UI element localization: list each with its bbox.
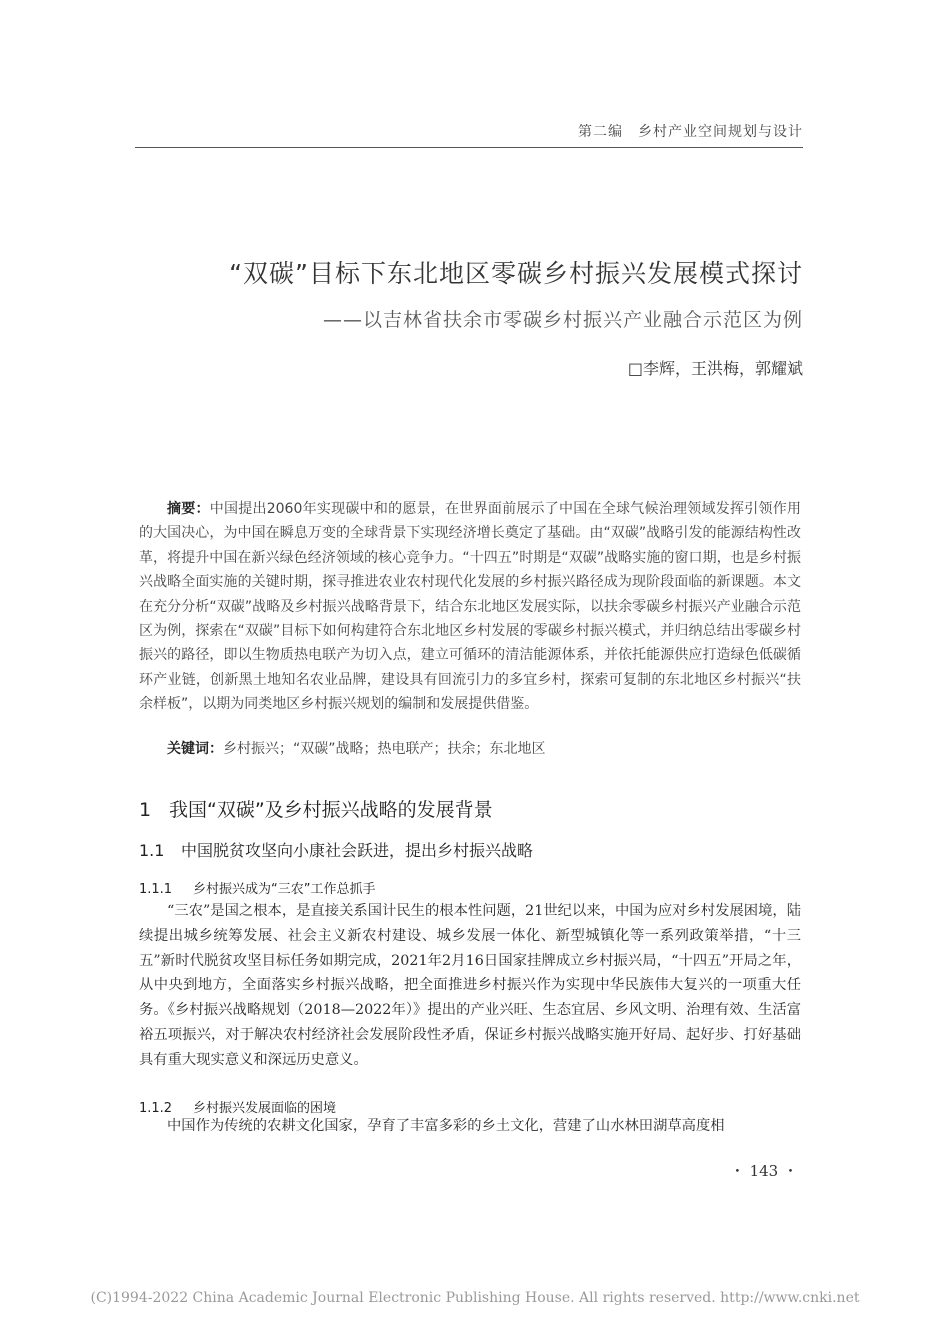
section-number: 1 — [139, 799, 152, 821]
authors: □李辉，王洪梅，郭耀斌 — [627, 359, 803, 378]
body-paragraph: “三农”是国之根本，是直接关系国计民生的根本性问题，21世纪以来，中国为应对乡村发展困境，陆续提出城乡统筹发展、社会主义新农村建设、城乡发展一体化、新型城镇化等一系列政策举措，“十三五”新时代脱贫攻坚目标任务如期完成，2021年2月16日国家挂牌成立乡村振兴局，“十四五”开局之年，从中央到地方，全面落实乡村振兴战略，把全面推进乡村振兴作为实现中华民族伟大复兴的一项重大任务。《乡村振兴战略规划（2018—2022年）》提出的产业兴旺、生态宜居、乡风文明、治理有效、生活富裕五项振兴，对于解决农村经济社会发展阶段性矛盾，保证乡村振兴战略实施开好局、起好步、打好基础具有重大现实意义和深远历史意义。 — [139, 903, 801, 1068]
article-title: “双碳”目标下东北地区零碳乡村振兴发展模式探讨 — [229, 259, 803, 288]
section-number: 1.1.1 — [139, 882, 173, 897]
section-title: 我国“双碳”及乡村振兴战略的发展背景 — [169, 799, 493, 821]
keywords — [167, 738, 801, 758]
section-number: 1.1 — [139, 841, 165, 860]
keywords-label: 关键词： — [167, 741, 223, 757]
section-title: 中国脱贫攻坚向小康社会跃进，提出乡村振兴战略 — [181, 841, 534, 860]
article-subtitle: ——以吉林省扶余市零碳乡村振兴产业融合示范区为例 — [322, 309, 803, 331]
section-1-1-1-heading — [139, 878, 801, 897]
section-1-heading — [139, 795, 801, 822]
keywords-text: 乡村振兴；“双碳”战略；热电联产；扶余；东北地区 — [223, 741, 546, 757]
section-number: 1.1.2 — [139, 1101, 173, 1116]
abstract — [139, 497, 801, 717]
section-title: 乡村振兴发展面临的困境 — [193, 1101, 337, 1116]
abstract-text: 中国提出2060年实现碳中和的愿景，在世界面前展示了中国在全球气候治理领域发挥引领作用的大国决心，为中国在瞬息万变的全球背景下实现经济增长奠定了基础。由“双碳”战略引发的能源结构性改革，将提升中国在新兴绿色经济领域的核心竞争力。“十四五”时期是“双碳”战略实施的窗口期，也是乡村振兴战略全面实施的关键时期，探寻推进农业农村现代化发展的乡村振兴路径成为现阶段面临的新课题。本文在充分分析“双碳”战略及乡村振兴战略背景下，结合东北地区发展实际，以扶余零碳乡村振兴产业融合示范区为例，探索在“双碳”目标下如何构建符合东北地区乡村发展的零碳乡村振兴模式，并归纳总结出零碳乡村振兴的路径，即以生物质热电联产为切入点，建立可循环的清洁能源体系，并依托能源供应打造绿色低碳循环产业链，创新黑土地知名农业品牌，建设具有回流引力的多宜乡村，探索可复制的东北地区乡村振兴“扶余样板”，以期为同类地区乡村振兴规划的编制和发展提供借鉴。 — [139, 501, 801, 713]
body-paragraph: 中国作为传统的农耕文化国家，孕育了丰富多彩的乡土文化，营建了山水林田湖草高度相 — [167, 1118, 725, 1134]
page-number: ・ 143 ・ — [729, 1162, 798, 1180]
abstract-label: 摘要： — [167, 501, 210, 517]
running-head: 第二编 乡村产业空间规划与设计 — [135, 121, 803, 148]
section-title: 乡村振兴成为“三农”工作总抓手 — [193, 882, 376, 897]
copyright-footer: (C)1994-2022 China Academic Journal Electronic Publishing House. All rights reserved. http://www.cnki.net — [90, 1290, 860, 1306]
section-1-1-heading — [139, 838, 801, 861]
